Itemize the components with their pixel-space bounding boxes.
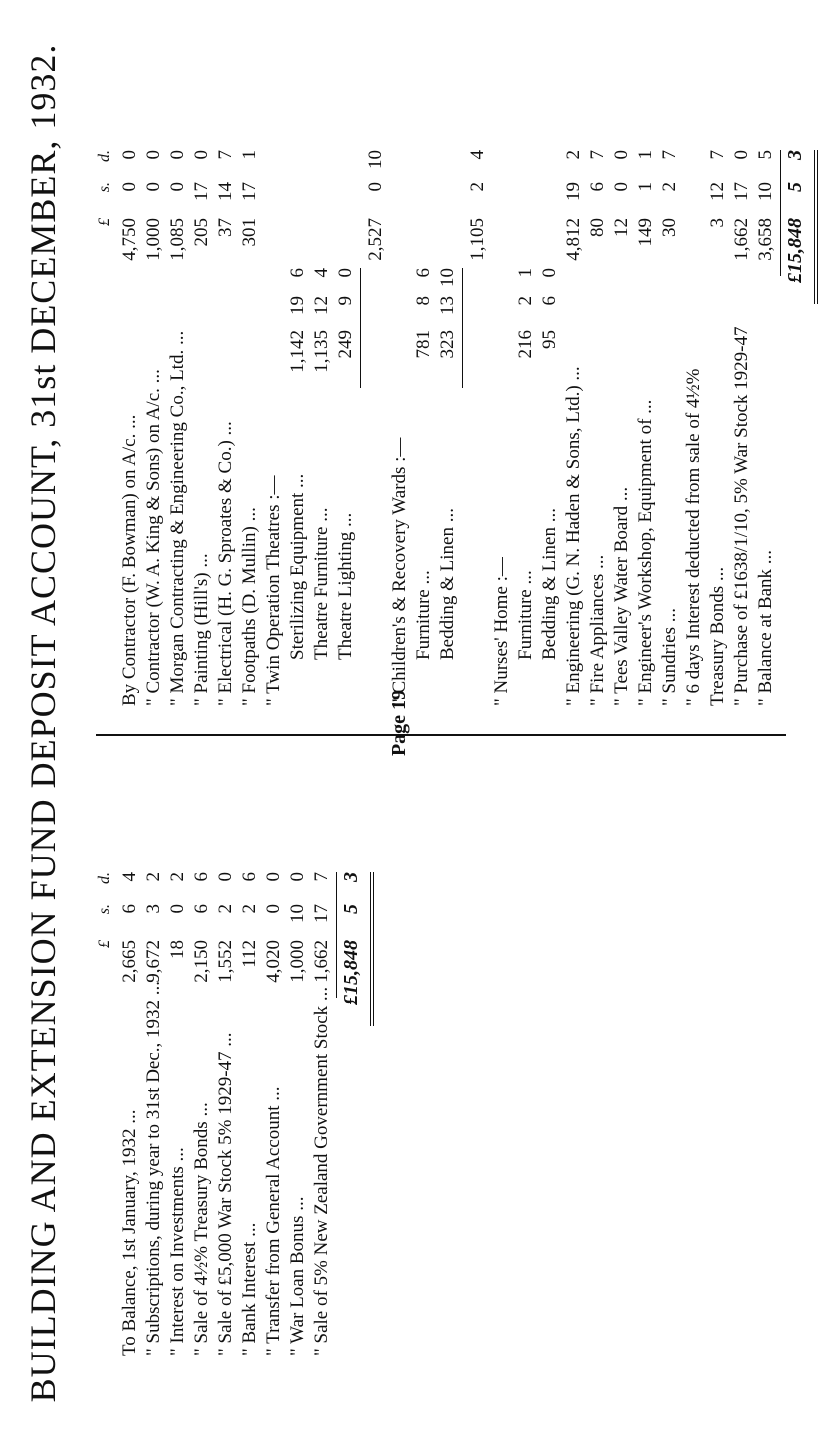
nurses-item-row-pence: 0 [539, 268, 560, 278]
receipt-row-label: " Subscriptions, during year to 31st Dec., 1932 ... [143, 980, 164, 1356]
receipt-row-label: " War Loan Bonus ... [287, 1196, 308, 1356]
receipt-row [166, 766, 190, 1356]
theatre-item-row-shillings: 19 [287, 296, 308, 315]
shillings-header: s. [96, 182, 113, 193]
payment-row [190, 16, 214, 706]
theatres-total-row-pounds: 2,527 [365, 218, 386, 261]
payment-row-label: " Tees Valley Water Board ... [611, 486, 632, 706]
payments-currency-header [96, 16, 118, 706]
payment-row-pence: 7 [587, 150, 608, 160]
payment-row-pounds: 30 [659, 218, 680, 237]
receipts-total-pence: 3 [340, 872, 362, 882]
payment-row-shillings: 0 [167, 182, 188, 192]
payment-row-pence: 1 [635, 150, 656, 160]
receipt-row-shillings: 10 [287, 904, 308, 923]
theatre-item-row-label: Sterilizing Equipment ... [287, 473, 308, 660]
nurses-item-row-pence: 1 [515, 268, 536, 278]
receipt-row-pence: 6 [191, 872, 212, 882]
receipts-total-pounds: £15,848 [340, 940, 362, 1005]
theatre-item-row [310, 16, 334, 706]
theatre-item-row [286, 16, 310, 706]
childrens-item-row-pounds: 781 [413, 330, 434, 359]
childrens-item-row-shillings: 8 [413, 296, 434, 306]
theatre-item-row-pounds: 1,135 [311, 330, 332, 373]
payment-row [262, 16, 286, 706]
theatre-item-row-pence: 0 [335, 268, 356, 278]
theatre-item-row-label: Theatre Furniture ... [311, 507, 332, 660]
payment-row [118, 16, 142, 706]
childrens-item-row-label: Furniture ... [413, 570, 434, 660]
payment-row-pounds: 1,085 [167, 218, 188, 261]
payment-row-shillings: 0 [143, 182, 164, 192]
receipt-row-shillings: 3 [143, 904, 164, 914]
payment-row-label: " Electrical (H. G. Sproates & Co.) ... [215, 421, 236, 706]
payment-row-shillings: 17 [731, 182, 752, 201]
payment-row-pence: 7 [707, 150, 728, 160]
childrens-item-row-pounds: 323 [437, 330, 458, 359]
payment-row-label: " Twin Operation Theatres :— [263, 475, 284, 706]
shillings-header: s. [96, 904, 113, 915]
payment-row [166, 16, 190, 706]
receipt-row-shillings: 2 [215, 904, 236, 914]
payment-row-pounds: 1,662 [731, 218, 752, 261]
payment-row-label: " Footpaths (D. Mullin) ... [239, 507, 260, 706]
theatre-item-row-shillings: 12 [311, 296, 332, 315]
receipt-row-label: " Sale of 4½% Treasury Bonds ... [191, 1102, 212, 1356]
childrens-wards-row [388, 16, 412, 706]
payments-total-row [784, 16, 814, 706]
payment-row-pounds: 4,812 [563, 218, 584, 261]
childrens-total-row-pence: 4 [467, 150, 488, 160]
pence-header: d. [96, 872, 113, 884]
theatres-total-row-pence: 10 [365, 150, 386, 169]
receipts-currency-header [96, 766, 118, 1356]
childrens-item-row [436, 16, 460, 706]
receipt-row-label: " Interest on Investments ... [167, 1147, 188, 1356]
receipts-total-shillings: 5 [340, 904, 362, 914]
receipt-row-pounds: 1,000 [287, 940, 308, 983]
receipt-row-pounds: 112 [239, 940, 260, 968]
receipt-row [118, 766, 142, 1356]
payment-row-pence: 7 [659, 150, 680, 160]
theatre-item-row-pence: 4 [311, 268, 332, 278]
payment-row-pounds: 301 [239, 218, 260, 247]
receipt-row-pence: 0 [263, 872, 284, 882]
payments-column [96, 16, 806, 706]
payment-row-label: " Contractor (W. A. King & Sons) on A/c. ... [143, 369, 164, 706]
payment-row-shillings: 2 [659, 182, 680, 192]
payment-row [706, 16, 730, 706]
receipts-column [96, 766, 796, 1356]
receipt-row-pounds: 1,662 [311, 940, 332, 983]
receipt-row-label: " Bank Interest ... [239, 1222, 260, 1356]
nurses-item-row-label: Furniture ... [515, 570, 536, 660]
pounds-header: £ [96, 218, 113, 226]
nurses-item-row-pounds: 95 [539, 330, 560, 349]
payment-row-pounds: 37 [215, 218, 236, 237]
receipt-row [142, 766, 166, 1356]
pounds-header: £ [96, 940, 113, 948]
payment-row-label: " Balance at Bank ... [755, 549, 776, 706]
payment-row-pounds: 1,000 [143, 218, 164, 261]
payment-row-label: By Contractor (F. Bowman) on A/c. ... [119, 414, 140, 706]
childrens-item-row-shillings: 13 [437, 296, 458, 315]
payment-row [754, 16, 778, 706]
payment-row-shillings: 12 [707, 182, 728, 201]
payments-total-pounds: £15,848 [784, 218, 806, 283]
receipt-row [238, 766, 262, 1356]
payment-row-shillings: 0 [611, 182, 632, 192]
payment-row-label: " Painting (Hill's) ... [191, 553, 212, 706]
childrens-item-row-label: Bedding & Linen ... [437, 508, 458, 660]
payment-row-shillings: 14 [215, 182, 236, 201]
payment-row-pounds: 12 [611, 218, 632, 237]
payment-row-shillings: 6 [587, 182, 608, 192]
payment-row-pence: 0 [143, 150, 164, 160]
receipt-row-label: " Sale of 5% New Zealand Government Stock ... [311, 986, 332, 1356]
payment-row-pounds: 3 [707, 218, 728, 228]
payment-row-label: " 6 days Interest deducted from sale of 4½% [683, 368, 704, 706]
receipt-row-label: " Sale of £5,000 War Stock 5% 1929-47 ... [215, 1032, 236, 1356]
childrens-wards-row-label: " Children's & Recovery Wards :— [389, 437, 410, 706]
payment-row [658, 16, 682, 706]
payment-row [682, 16, 706, 706]
childrens-total-row-shillings: 2 [467, 182, 488, 192]
page-number: Page 19 [388, 689, 410, 757]
receipt-row-pence: 0 [287, 872, 308, 882]
childrens-item-row-pence: 6 [413, 268, 434, 278]
theatre-item-row-label: Theatre Lighting ... [335, 512, 356, 660]
payment-row [238, 16, 262, 706]
payment-row-pence: 7 [215, 150, 236, 160]
payment-row [634, 16, 658, 706]
theatre-item-row-pence: 6 [287, 268, 308, 278]
payment-row-shillings: 10 [755, 182, 776, 201]
receipt-row-pounds: 2,150 [191, 940, 212, 983]
theatre-item-row-pounds: 1,142 [287, 330, 308, 373]
receipt-row-shillings: 6 [119, 904, 140, 914]
payment-row-pence: 5 [755, 150, 776, 160]
payment-row-pence: 0 [611, 150, 632, 160]
receipt-row-pounds: 1,552 [215, 940, 236, 983]
receipt-row [214, 766, 238, 1356]
payment-row [214, 16, 238, 706]
payment-row-label: Treasury Bonds ... [707, 566, 728, 706]
theatre-item-row-shillings: 9 [335, 296, 356, 306]
receipts-list [118, 766, 334, 1356]
childrens-total-row [466, 16, 490, 706]
payment-row-shillings: 17 [239, 182, 260, 201]
payment-row-pounds: 4,750 [119, 218, 140, 261]
receipt-row-shillings: 0 [167, 904, 188, 914]
theatres-total-row [364, 16, 388, 706]
payment-row-pounds: 3,658 [755, 218, 776, 261]
nurses-item-row-shillings: 2 [515, 296, 536, 306]
payment-row-pence: 0 [731, 150, 752, 160]
receipt-row-pence: 7 [311, 872, 332, 882]
receipt-row-pence: 6 [239, 872, 260, 882]
nurses-item-row [514, 16, 538, 706]
nurses-item-row-label: Bedding & Linen ... [539, 508, 560, 660]
receipt-row-shillings: 6 [191, 904, 212, 914]
payments-total-pence: 3 [784, 150, 806, 160]
receipt-row-shillings: 0 [263, 904, 284, 914]
payment-row-label: " Fire Appliances ... [587, 554, 608, 706]
document-title: BUILDING AND EXTENSION FUND DEPOSIT ACCOUNT, 31st DECEMBER, 1932. [23, 43, 63, 1403]
theatre-item-row-pounds: 249 [335, 330, 356, 359]
receipt-row-label: To Balance, 1st January, 1932 ... [119, 1109, 140, 1356]
receipt-row-label: " Transfer from General Account ... [263, 1086, 284, 1356]
payment-row-label: " Sundries ... [659, 607, 680, 706]
receipt-row-pounds: 18 [167, 940, 188, 959]
receipt-row-shillings: 17 [311, 904, 332, 923]
payments-total-shillings: 5 [784, 182, 806, 192]
payment-row-pence: 0 [191, 150, 212, 160]
payment-row-pence: 2 [563, 150, 584, 160]
payment-row-pence: 0 [119, 150, 140, 160]
receipt-row [262, 766, 286, 1356]
payment-row-shillings: 0 [119, 182, 140, 192]
receipt-row-pence: 4 [119, 872, 140, 882]
receipt-row-pence: 2 [143, 872, 164, 882]
nurses-home-row-label: " Nurses' Home :— [491, 557, 512, 706]
receipts-total-row [340, 766, 370, 1356]
payment-row-label: " Engineering (G. N. Haden & Sons, Ltd.) ... [563, 366, 584, 706]
childrens-total-row-pounds: 1,105 [467, 218, 488, 261]
childrens-item-row [412, 16, 436, 706]
receipt-row-pence: 0 [215, 872, 236, 882]
receipt-row-pence: 2 [167, 872, 188, 882]
payment-row-shillings: 17 [191, 182, 212, 201]
column-divider [96, 734, 786, 736]
nurses-item-row-shillings: 6 [539, 296, 560, 306]
pence-header: d. [96, 150, 113, 162]
receipt-row-pounds: 4,020 [263, 940, 284, 983]
receipt-row-shillings: 2 [239, 904, 260, 914]
payment-row [142, 16, 166, 706]
receipt-row-pounds: 9,672 [143, 940, 164, 983]
payment-row-pounds: 80 [587, 218, 608, 237]
payment-row [586, 16, 610, 706]
payment-row [610, 16, 634, 706]
payment-row-label: " Engineer's Workshop, Equipment of ... [635, 399, 656, 706]
payment-row-pounds: 149 [635, 218, 656, 247]
receipt-row [286, 766, 310, 1356]
payment-row [730, 16, 754, 706]
payment-row-label: " Morgan Contracting & Engineering Co., Ltd. ... [167, 330, 188, 706]
payment-row-pounds: 205 [191, 218, 212, 247]
payment-row-shillings: 1 [635, 182, 656, 192]
payment-row-pence: 0 [167, 150, 188, 160]
childrens-item-row-pence: 10 [437, 268, 458, 287]
nurses-item-row [538, 16, 562, 706]
receipt-row [310, 766, 334, 1356]
payment-row [562, 16, 586, 706]
nurses-item-row-pounds: 216 [515, 330, 536, 359]
payment-row-pence: 1 [239, 150, 260, 160]
receipt-row-pounds: 2,665 [119, 940, 140, 983]
receipt-row [190, 766, 214, 1356]
theatres-total-row-shillings: 0 [365, 182, 386, 192]
nurses-home-row [490, 16, 514, 706]
payment-row-shillings: 19 [563, 182, 584, 201]
theatre-item-row [334, 16, 358, 706]
payment-row-label: " Purchase of £1638/1/10, 5% War Stock 1929-47 [731, 326, 752, 706]
